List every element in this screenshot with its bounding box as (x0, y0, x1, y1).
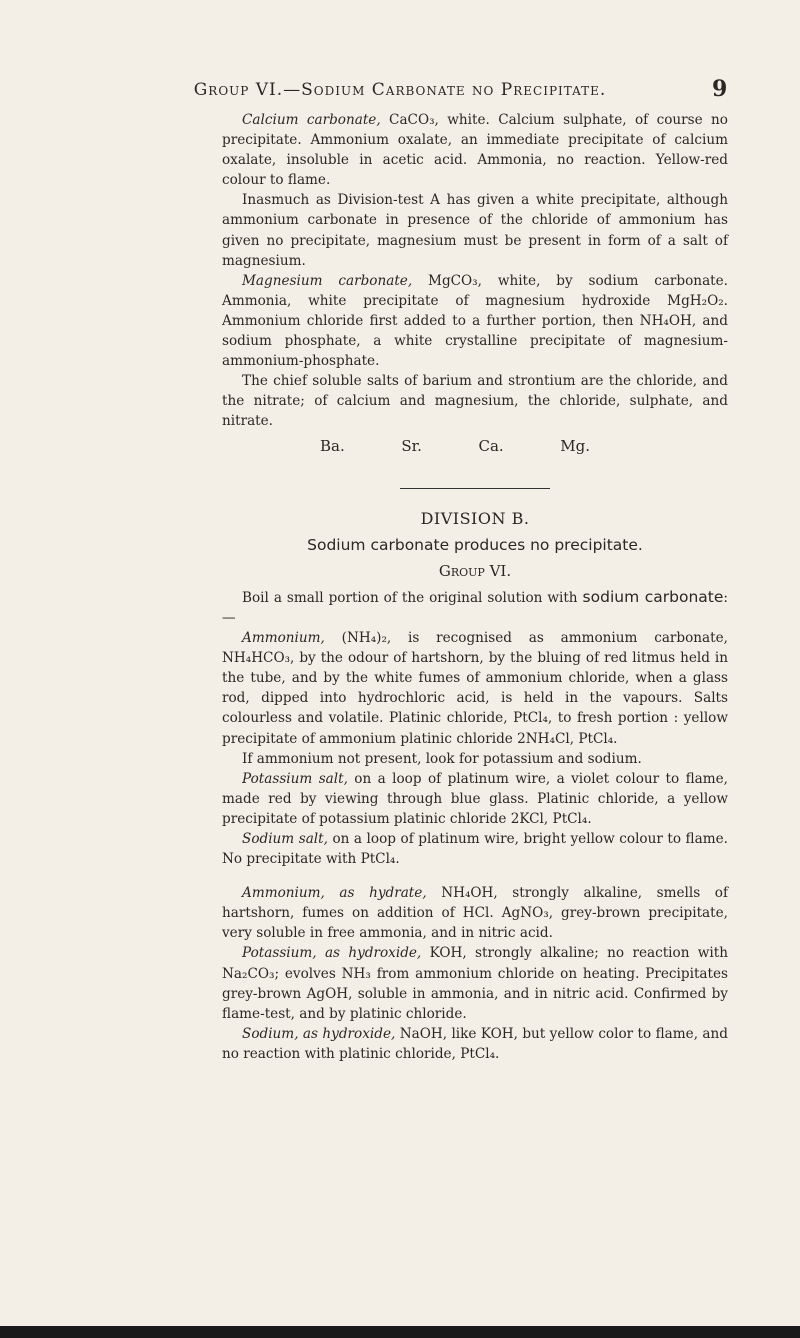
element-symbols (320, 436, 590, 456)
scan-edge-bar (0, 1326, 800, 1338)
potassium-hydroxide-text: KOH, strongly alkaline; no reaction with Na₂CO₃; evolves NH₃ from ammonium chloride on heating. Precipitates grey-brown AgOH, soluble in ammonia, and in nitric acid. Confirmed by flame-test, and by platinic chloride. (222, 945, 728, 1022)
sodium-salt-term: Sodium salt, (242, 831, 328, 847)
sodium-hydroxide-paragraph (222, 1024, 728, 1064)
calcium-text: CaCO₃, white. Calcium sulphate, of course no precipitate. Ammonium oxalate, an immediate precipitate of calcium oxalate, insoluble in acetic acid. Ammonia, no reaction. Yellow-red colour to flame. (222, 112, 728, 189)
boil-paragraph (222, 587, 728, 628)
soluble-salts-paragraph: The chief soluble salts of barium and strontium are the chloride, and the nitrate; of calcium and magnesium, the chloride, sulphate, and nitrate. (222, 373, 728, 430)
division-subtitle: Sodium carbonate produces no precipitate. (307, 535, 643, 554)
symbol-calcium: Ca. (478, 436, 504, 455)
potassium-hydroxide-paragraph (222, 943, 728, 1023)
paragraph-gap (222, 869, 728, 883)
ammonium-hydrate-term: Ammonium, as hydrate, (242, 885, 427, 902)
sodium-salt-paragraph (222, 829, 728, 869)
boil-text: Boil a small portion of the original solution with (242, 589, 583, 606)
magnesium-text: MgCO₃, white, by sodium carbonate. Ammonia, white precipitate of magnesium hydroxide MgH₂O₂. Ammonium chloride first added to a further portion, then NH₄OH, and sodium phosphate, a white crystalline precipitate of magnesium-ammonium-phosphate. (222, 272, 728, 370)
ammonium-hydrate-paragraph (222, 883, 728, 943)
if-absent-paragraph: If ammonium not present, look for potassium and sodium. (242, 750, 642, 767)
sodium-salt-text: on a loop of platinum wire, bright yellow colour to flame. No precipitate with PtCl₄. (222, 831, 728, 868)
sodium-hydroxide-text: NaOH, like KOH, but yellow color to flame, and no reaction with platinic chloride, PtCl₄. (222, 1025, 728, 1062)
symbol-barium: Ba. (320, 436, 345, 455)
ammonium-hydrate-text: NH₄OH, strongly alkaline, smells of hartshorn, fumes on addition of HCl. AgNO₃, grey-brown precipitate, very soluble in free ammonia, and in nitric acid. (222, 885, 729, 942)
inasmuch-paragraph: Inasmuch as Division-test A has given a white precipitate, although ammonium carbonate in presence of the chloride of ammonium has given no precipitate, magnesium must be present in form of a salt of magnesium. (222, 192, 728, 269)
group-heading: Group VI. (438, 561, 512, 580)
division-title: DIVISION B. (420, 508, 530, 528)
boil-reagent: sodium carbonate (582, 587, 724, 606)
symbol-strontium: Sr. (401, 436, 422, 455)
page-number: 9 (712, 76, 728, 102)
sodium-hydroxide-term: Sodium, as hydroxide, (242, 1025, 396, 1042)
calcium-term: Calcium carbonate, (242, 112, 381, 128)
calcium-paragraph (222, 110, 728, 190)
section-divider (400, 488, 550, 489)
potassium-salt-term: Potassium salt, (242, 770, 348, 787)
magnesium-paragraph (222, 271, 728, 371)
body-text (222, 110, 728, 1064)
boil-end: :— (222, 589, 728, 626)
ammonium-text: (NH₄)₂, is recognised as ammonium carbonate, NH₄HCO₃, by the odour of hartshorn, by the bluing of red litmus held in the tube, and by the white fumes of ammonium chloride, when a glass rod, dipped into hydrochloric acid, is held in the vapours. Salts colourless and volatile. Platinic chloride, PtCl₄, to fresh portion : yellow precipitate of ammonium platinic chloride 2NH₄Cl, PtCl₄. (222, 630, 728, 747)
magnesium-term: Magnesium carbonate, (242, 272, 413, 289)
ammonium-paragraph (222, 628, 728, 749)
potassium-salt-text: on a loop of platinum wire, a violet colour to flame, made red by viewing through blue glass. Platinic chloride, a yellow precipitate of potassium platinic chloride 2KCl, PtCl₄. (222, 770, 728, 827)
ammonium-term: Ammonium, (242, 630, 325, 647)
running-head: Group VI.—Sodium Carbonate no Precipitate. (193, 80, 607, 100)
symbol-magnesium: Mg. (560, 436, 590, 455)
potassium-hydroxide-term: Potassium, as hydroxide, (242, 945, 422, 962)
potassium-salt-paragraph (222, 769, 728, 829)
